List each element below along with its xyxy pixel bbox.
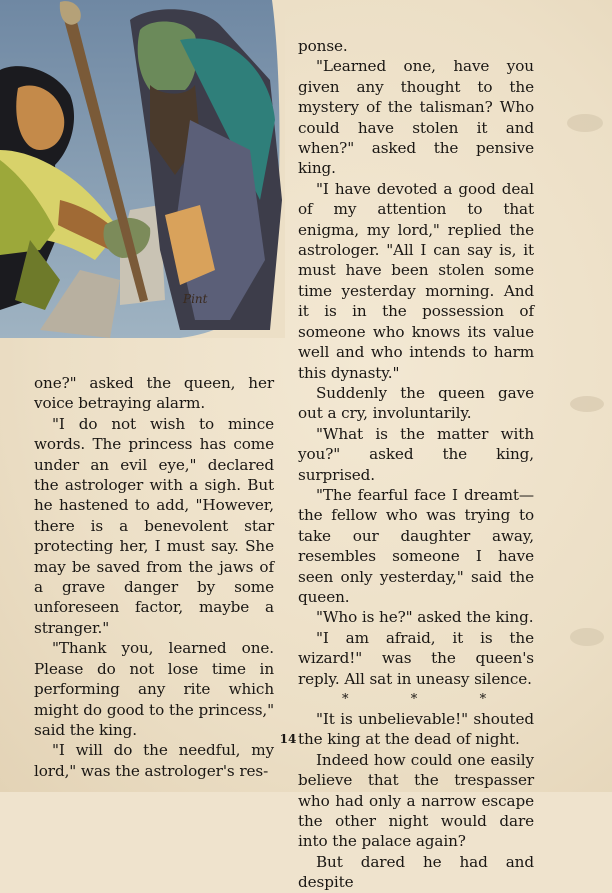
thumbprint-smudge-icon: [565, 110, 605, 136]
left-text-column: [34, 373, 274, 781]
paragraph: "What is the matter with you?" asked the king, surprised.: [298, 424, 534, 484]
paragraph: "I do not wish to mince words. The princess has come under an evil eye," declared the astrologer with a sigh. But he hastened to add, "However, there is a benevolent star protecting her, I must say. She may be saved from the jaws of a grave danger by some unforeseen factor, maybe a stranger.": [34, 414, 274, 637]
paragraph: "It is unbelievable!" shouted the king at the dead of night.: [298, 710, 534, 749]
paragraph: ponse.: [298, 37, 348, 55]
paragraph: "I have devoted a good deal of my attention to that enigma, my lord," replied the astrologer. "All I can say is, it must have been stolen some time yesterday morning. And it is in the possession of someone who knows its value well and who intends to harm this dynasty.": [298, 179, 534, 382]
artist-signature: [182, 292, 208, 306]
right-text-column: [298, 36, 534, 893]
story-illustration: [0, 0, 285, 338]
svg-text:Pint: Pint: [183, 292, 208, 306]
section-break-star: *: [479, 692, 486, 707]
thumbprint-smudge-icon: [568, 624, 606, 650]
paragraph: "I will do the needful, my lord," was the astrologer's res-: [34, 741, 274, 780]
paragraph: "Learned one, have you given any thought to the mystery of the talisman? Who could have stolen it and when?" asked the pensive king.: [298, 57, 534, 178]
paragraph: Suddenly the queen gave out a cry, involuntarily.: [298, 383, 534, 423]
paragraph: "Thank you, learned one. Please do not lose time in performing any rite which might do good to the princess," said the king.: [34, 639, 274, 739]
thumbprint-smudge-icon: [568, 392, 606, 416]
paragraph: "Who is he?" asked the king.: [316, 608, 534, 627]
paragraph: "I am afraid, it is the wizard!" was the queen's reply. All sat in uneasy silence.: [298, 628, 534, 688]
section-break-star: *: [342, 692, 349, 707]
page-number: 14: [279, 732, 297, 746]
section-break-star: *: [410, 692, 418, 707]
paragraph: But dared he had and despite: [298, 852, 534, 892]
section-break: [298, 689, 534, 709]
paragraph: "The fearful face I dreamt—the fellow who was trying to take our daughter away, resembles someone I have seen only yesterday," said the queen.: [298, 485, 534, 606]
paragraph: one?" asked the queen, her voice betraying alarm.: [34, 374, 274, 413]
paragraph: Indeed how could one easily believe that the trespasser who had only a narrow escape the other night would dare into the palace again?: [298, 750, 534, 851]
